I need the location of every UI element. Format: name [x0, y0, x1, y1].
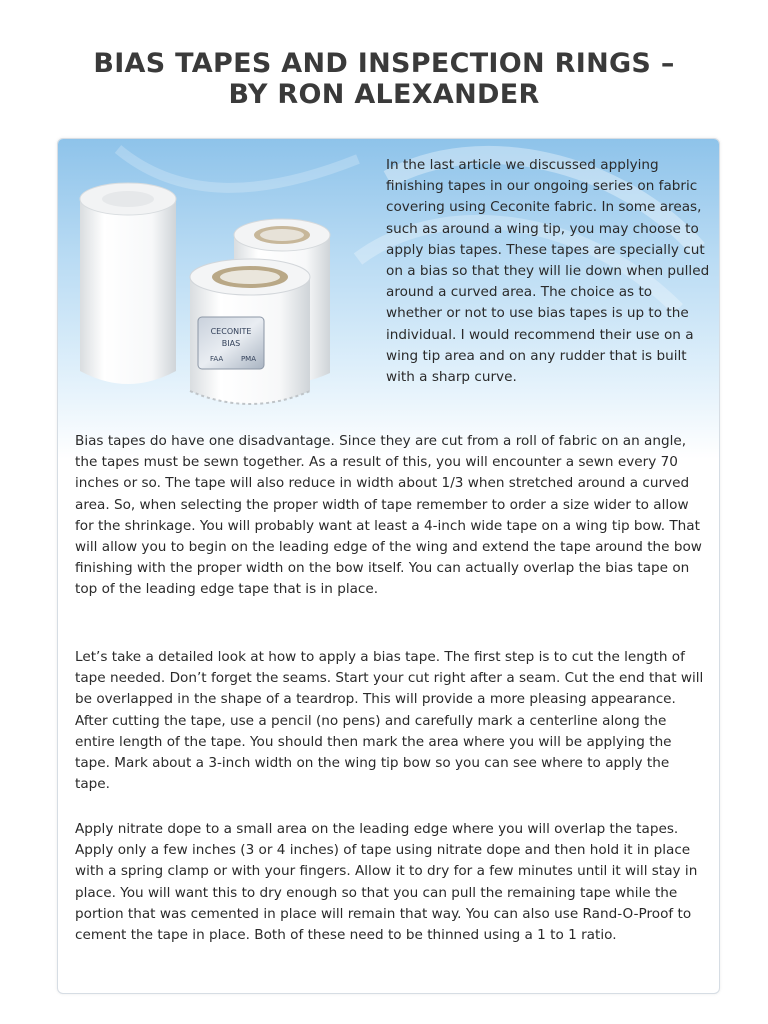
- body-paragraph-1: Bias tapes do have one disadvantage. Since they are cut from a roll of fabric on an angle, the tapes must be sewn together. As a result of this, you will encounter a sewn every 70 inches or so. The tape will also reduce in width about 1/3 when stretched around a curved area. So, when selecting the proper width of tape remember to order a size wider to allow for the shrinkage. You will probably want at least a 4-inch wide tape on a wing tip bow. That will allow you to begin on the leading edge of the wing and extend the tape around the bow finishing with the proper width on the bow itself. You can actually overlap the bias tape on top of the leading edge tape that is in place.: [75, 433, 702, 598]
- label-faa: FAA: [210, 355, 224, 363]
- body-paragraph-2: Let’s take a detailed look at how to apply a bias tape. The first step is to cut the length of tape needed. Don’t forget the seams. Start your cut right after a seam. Cut the end that will be overlapped in the shape of a teardrop. This will provide a more pleasing appearance. After cutting the tape, use a pencil (no pens) and carefully mark a centerline along the entire length of the tape. You should then mark the area where you will be applying the tape. Mark about a 3-inch width on the wing tip bow so you can see where to apply the tape.: [75, 649, 704, 793]
- page-title-line1: BIAS TAPES AND INSPECTION RINGS –: [93, 48, 675, 79]
- tape-roll-front: [190, 259, 310, 404]
- tape-roll-large: [80, 183, 176, 384]
- page-title: [40, 48, 728, 110]
- tape-rolls-image: [72, 159, 372, 409]
- body-paragraph-3: Apply nitrate dope to a small area on the leading edge where you will overlap the tapes. Apply only a few inches (3 or 4 inches) of tape using nitrate dope and then hold it in place with a spring clamp or with your fingers. Allow it to dry for a few minutes until it will stay in place. You will want this to dry enough so that you can pull the remaining tape while the portion that was cemented in place will remain that way. You can also use Rand-O-Proof to cement the tape in place. Both of these need to be thinned using a 1 to 1 ratio.: [75, 821, 698, 944]
- intro-paragraph: In the last article we discussed applying finishing tapes in our ongoing series on fabric covering using Ceconite fabric. In some areas, such as around a wing tip, you may choose to apply bias tapes. These tapes are specially cut on a bias so that they will lie down when pulled around a curved area. The choice as to whether or not to use bias tapes is up to the individual. I would recommend their use on a wing tip area and on any rudder that is built with a sharp curve.: [386, 157, 710, 386]
- article-card: [57, 138, 720, 994]
- label-bias: BIAS: [221, 339, 241, 348]
- label-ceconite: CECONITE: [210, 327, 252, 336]
- page-title-line2: BY RON ALEXANDER: [228, 79, 540, 110]
- label-pma: PMA: [240, 355, 256, 363]
